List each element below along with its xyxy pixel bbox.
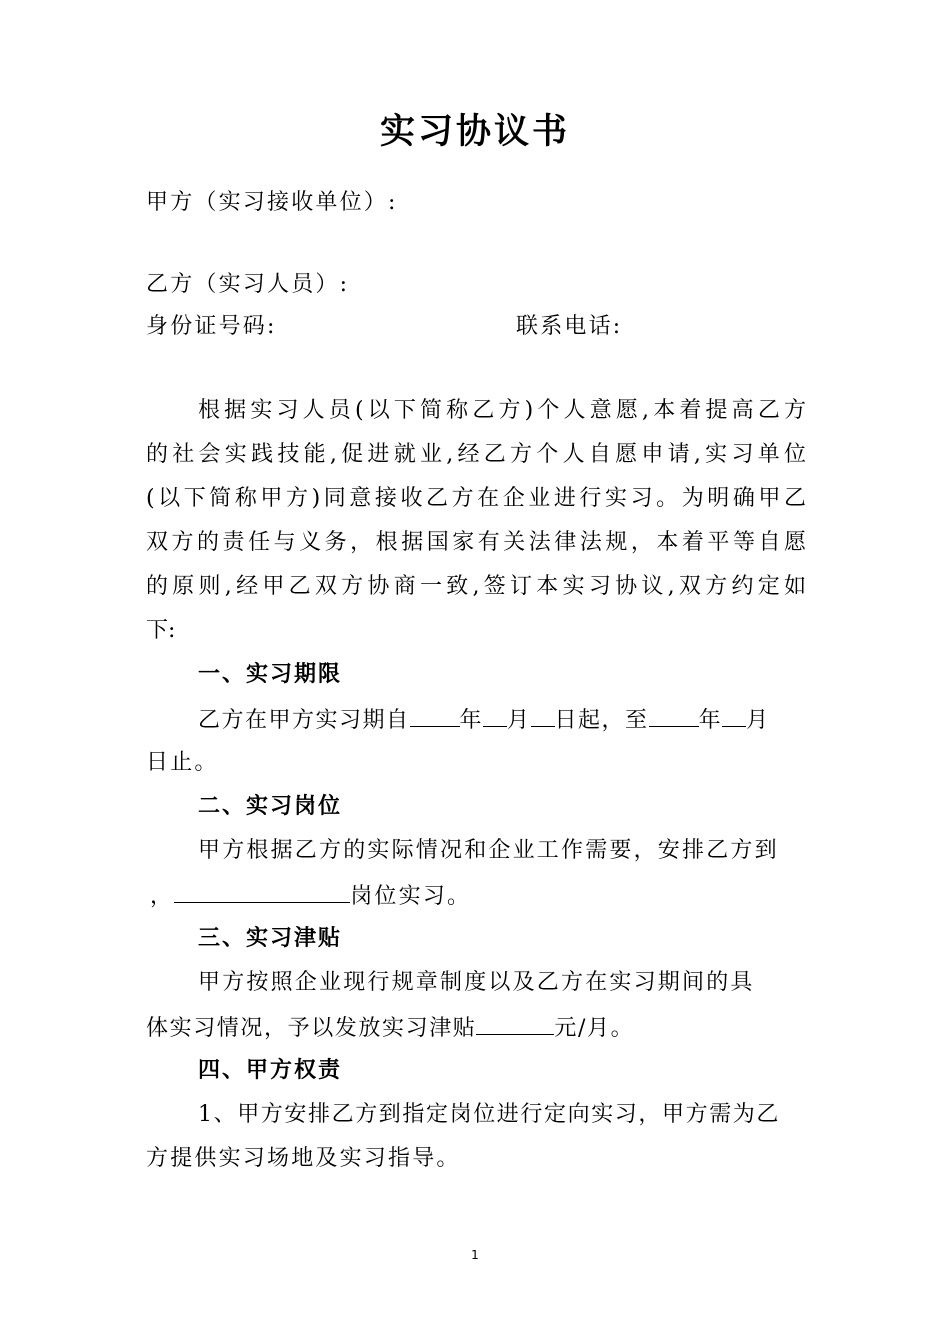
start-month-blank[interactable] [483, 704, 507, 727]
position-blank[interactable] [174, 880, 350, 903]
party-a-rights-text: 1、甲方安排乙方到指定岗位进行定向实习，甲方需为乙 [198, 1102, 780, 1127]
intro-line: 根据实习人员(以下简称乙方)个人意愿,本着提高乙方 [198, 398, 806, 423]
period-end-text: 日止。 [146, 750, 219, 775]
start-day-blank[interactable] [531, 704, 555, 727]
page-number: 1 [471, 1248, 479, 1262]
section-heading-term: 一、实习期限 [198, 662, 343, 687]
end-month-blank[interactable] [722, 704, 746, 727]
section-heading-allowance: 三、实习津贴 [198, 926, 343, 951]
intro-line: 下: [146, 618, 176, 643]
intro-line: 双方的责任与义务，根据国家有关法律法规，本着平等自愿 [146, 530, 806, 555]
day-from-text: 日起，至 [554, 708, 649, 733]
position-text: 甲方根据乙方的实际情况和企业工作需要，安排乙方到 [198, 838, 779, 863]
section-heading-party-a-rights: 四、甲方权责 [198, 1058, 343, 1083]
month-text: 月 [746, 708, 770, 733]
year-text: 年 [698, 708, 723, 733]
position-line [150, 880, 471, 912]
allowance-line [146, 1012, 634, 1044]
start-year-blank[interactable] [410, 704, 460, 727]
period-text: 乙方在甲方实习期自 [198, 708, 410, 733]
end-year-blank[interactable] [649, 704, 699, 727]
year-text: 年 [459, 708, 484, 733]
phone-label: 联系电话: [516, 314, 623, 339]
internship-period-line [198, 704, 770, 736]
allowance-prefix-text: 体实习情况，予以发放实习津贴 [146, 1016, 477, 1041]
position-suffix-text: 岗位实习。 [350, 884, 472, 909]
intro-line: (以下简称甲方)同意接收乙方在企业进行实习。为明确甲乙 [146, 486, 806, 511]
party-a-label: 甲方（实习接收单位）: [146, 190, 398, 215]
month-text: 月 [507, 708, 531, 733]
intro-line: 的社会实践技能,促进就业,经乙方个人自愿申请,实习单位 [146, 442, 806, 467]
intro-line: 的原则,经甲乙双方协商一致,签订本实习协议,双方约定如 [146, 574, 806, 599]
party-b-label: 乙方（实习人员）: [146, 272, 350, 297]
party-a-rights-text: 方提供实习场地及实习指导。 [146, 1146, 461, 1171]
allowance-amount-blank[interactable] [476, 1012, 554, 1035]
allowance-suffix-text: 元/月。 [554, 1016, 635, 1041]
section-heading-position: 二、实习岗位 [198, 794, 343, 819]
document-title: 实习协议书 [379, 112, 570, 152]
allowance-text: 甲方按照企业现行规章制度以及乙方在实习期间的具 [198, 970, 755, 995]
id-number-label: 身份证号码: [146, 314, 277, 339]
comma-text: ， [150, 884, 175, 909]
